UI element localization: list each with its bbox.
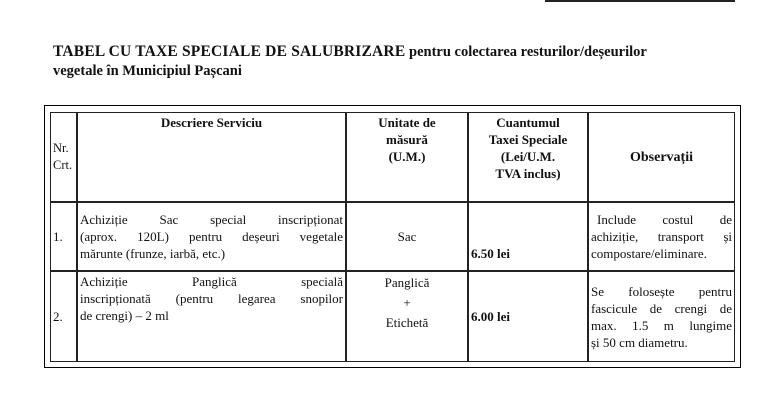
header-nr: Nr. Crt. <box>50 112 77 202</box>
row-nr: 1. <box>50 202 77 271</box>
row-um: Panglică + Etichetă <box>346 271 468 362</box>
title-rest: pentru colectarea resturilor/deșeurilor <box>405 44 647 60</box>
table-row <box>50 271 735 362</box>
fees-table <box>50 112 735 362</box>
row-observatii: Include costul de achiziție, transport și compostare/eliminare. <box>588 202 735 271</box>
row-um: Sac <box>346 202 468 271</box>
row-cuantum: 6.50 lei <box>468 202 588 271</box>
table-frame <box>44 105 741 368</box>
top-rule <box>545 0 735 2</box>
header-cuantum: Cuantumul Taxei Speciale (Lei/U.M. TVA inclus) <box>468 112 588 202</box>
title-line2: vegetale în Municipiul Pașcani <box>53 63 242 79</box>
row-descriere: Achiziție Sac special inscripționat (aprox. 120L) pentru deșeuri vegetale mărunte (frunze, iarbă, etc.) <box>77 202 346 271</box>
header-descriere: Descriere Serviciu <box>77 112 346 202</box>
row-nr: 2. <box>50 271 77 362</box>
header-observatii: Observații <box>588 112 735 202</box>
header-row <box>50 112 735 202</box>
table-row <box>50 202 735 271</box>
row-descriere: Achiziție Panglică specială inscripționată (pentru legarea snopilor de crengi) – 2 ml <box>77 271 346 362</box>
header-um: Unitate de măsură (U.M.) <box>346 112 468 202</box>
title-main: TABEL CU TAXE SPECIALE DE SALUBRIZARE <box>53 43 406 60</box>
document-title <box>53 42 743 81</box>
row-observatii: Se folosește pentru fascicule de crengi de max. 1.5 m lungime și 50 cm diametru. <box>588 271 735 362</box>
row-cuantum: 6.00 lei <box>468 271 588 362</box>
